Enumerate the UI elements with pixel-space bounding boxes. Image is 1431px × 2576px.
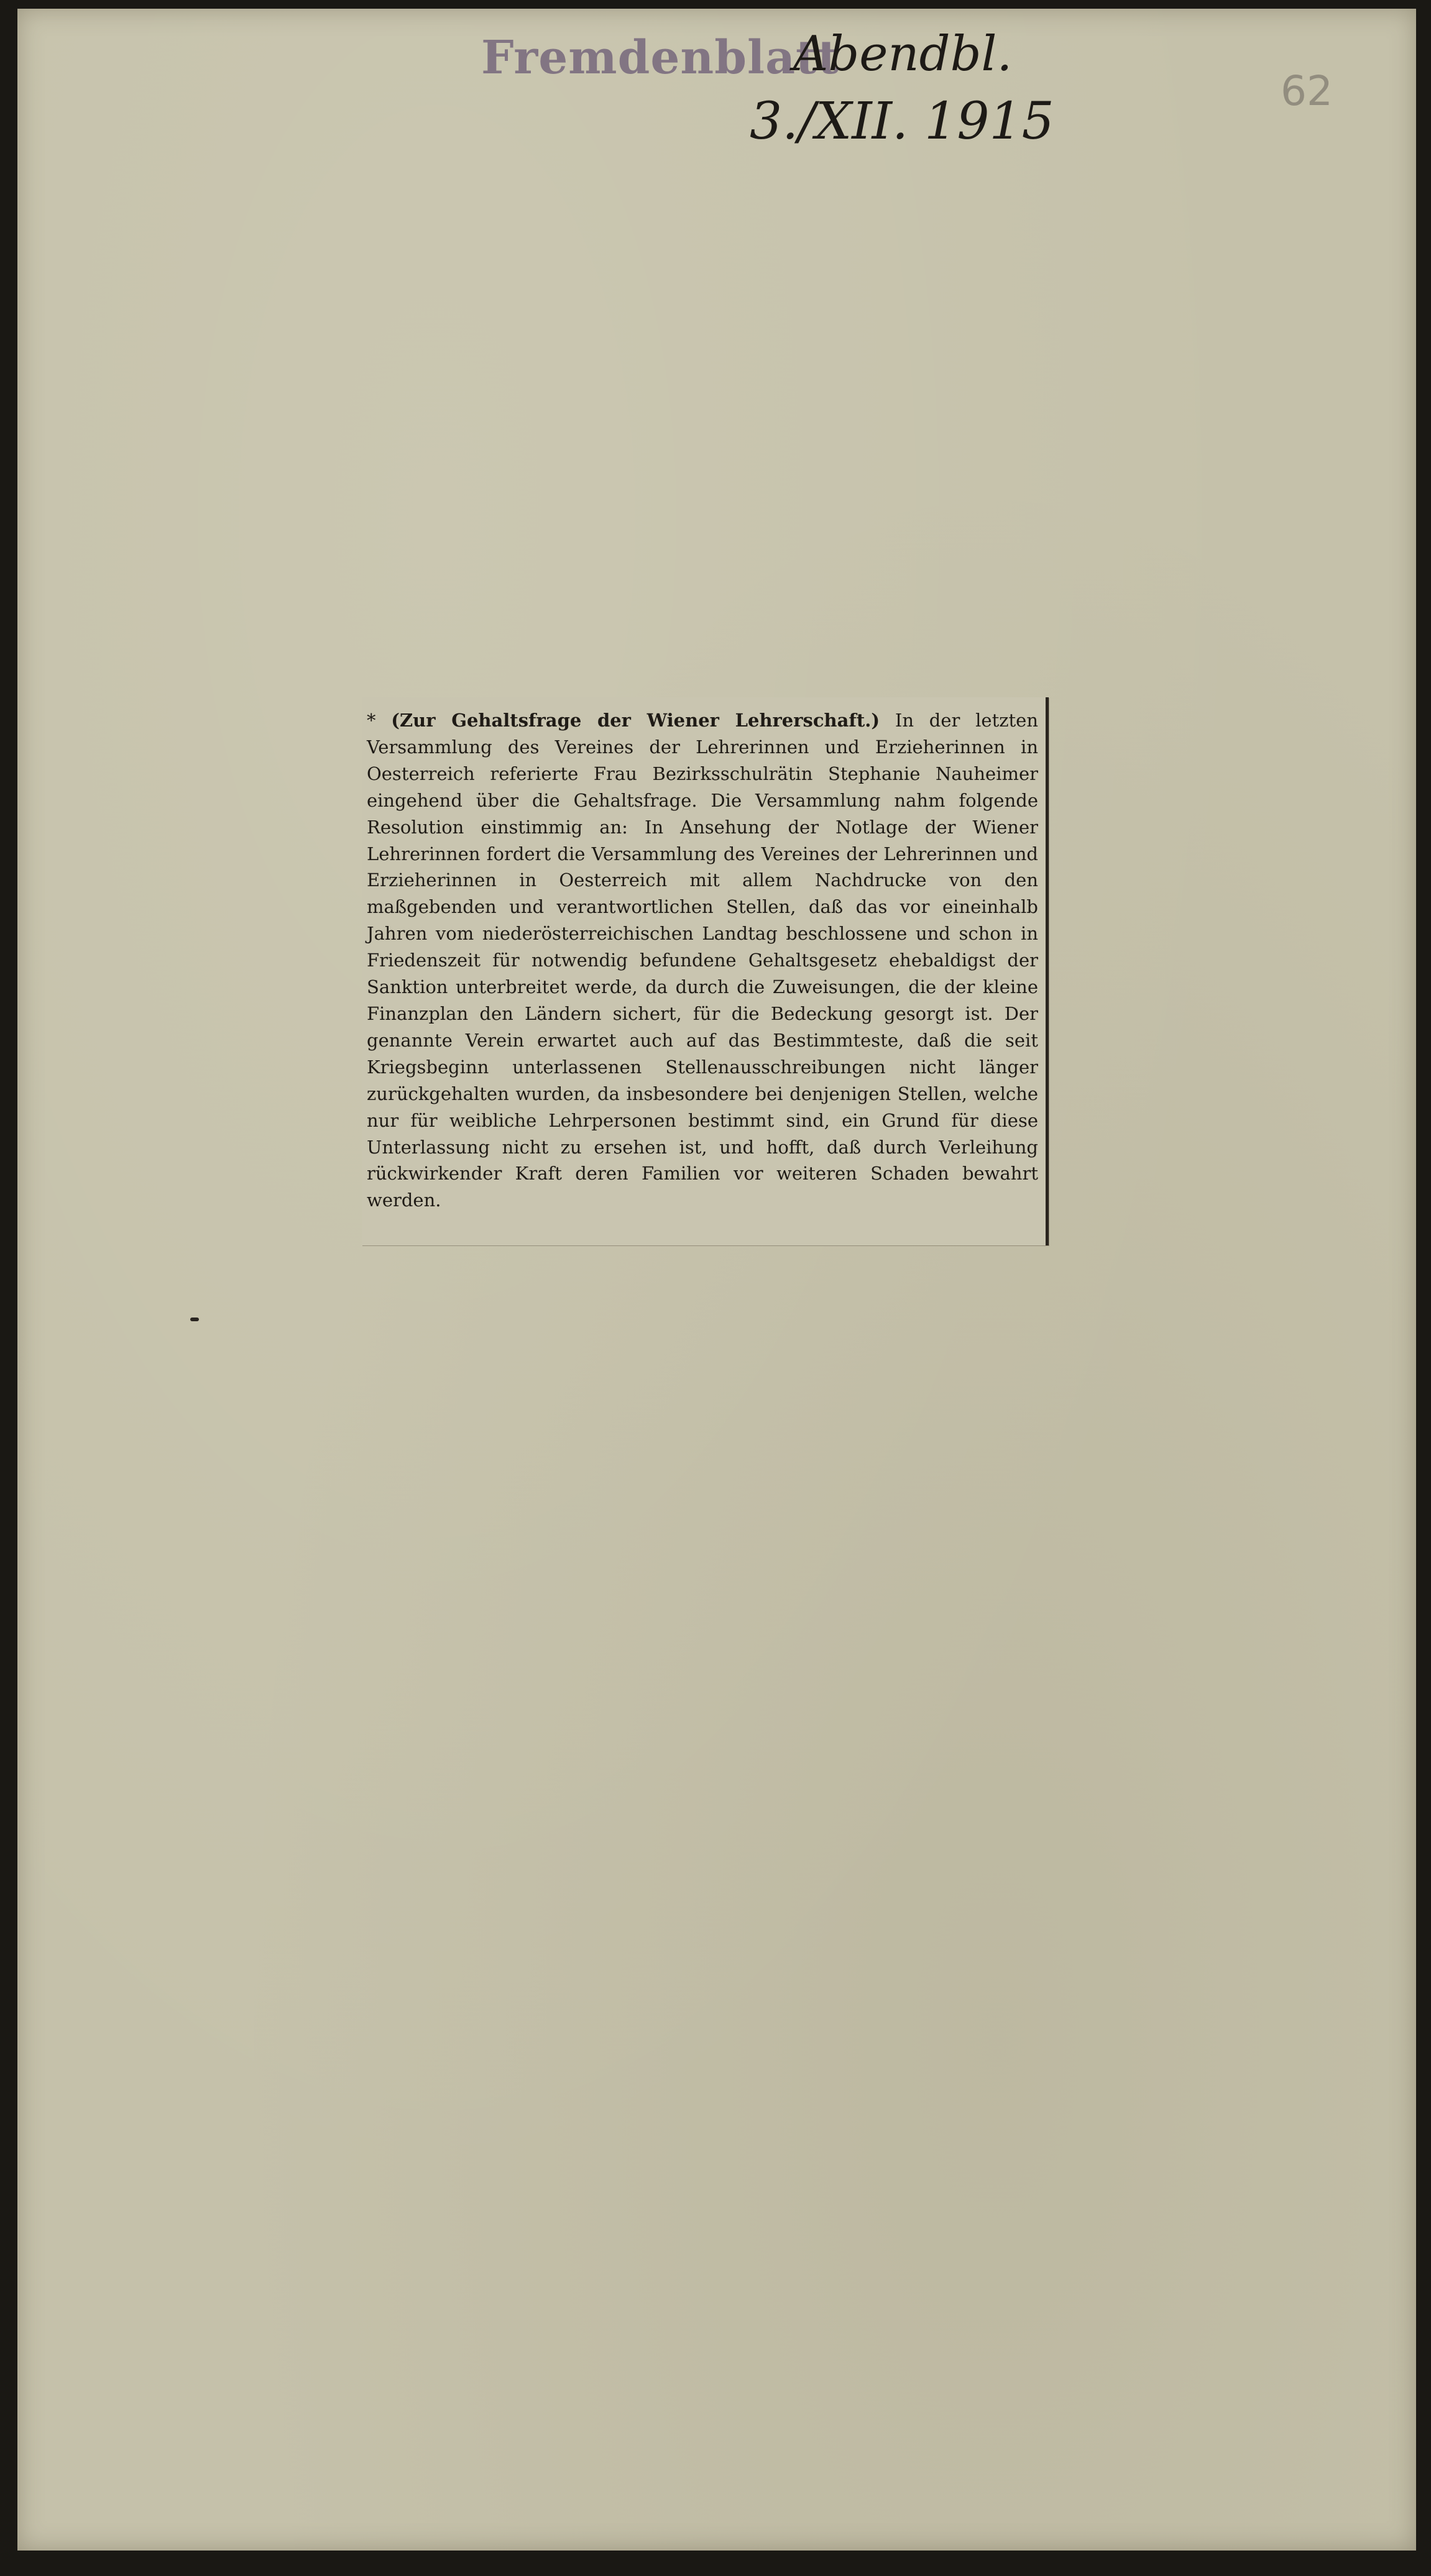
article-heading: (Zur Gehaltsfrage der Wiener Lehrerschaft.) [391, 710, 880, 731]
archival-sheet [17, 9, 1416, 2551]
handwritten-date: 3./XII. 1915 [750, 92, 1054, 151]
article-body: In der letzten Versammlung des Vereines der Lehrerinnen und Erzieherinnen in Oesterreich referierte Frau Bezirksschulrätin Stephanie Nauheimer eingehend über die Gehaltsfrage. Die Versammlung nahm folgende Resolution einstimmig an: In Ansehung der Notlage der Wiener Lehrerinnen fordert die Versammlung des Vereines der Lehrerinnen und Erzieherinnen in Oesterreich mit allem Nachdrucke von den maßgebenden und verantwortlichen Stellen, daß das vor eineinhalb Jahren vom niederösterreichischen Landtag beschlossene und schon in Friedenszeit für notwendig befundene Gehaltsgesetz ehebaldigst der Sanktion unterbreitet werde, da durch die Zuweisungen, die der kleine Finanzplan den Ländern sichert, für die Bedeckung gesorgt ist. Der genannte Verein erwartet auch auf das Bestimmteste, daß die seit Kriegsbeginn unterlassenen Stellenausschreibungen nicht länger zurückgehalten wurden, da insbesondere bei denjenigen Stellen, welche nur für weibliche Lehrpersonen bestimmt sind, ein Grund für diese Unterlassung nicht zu ersehen ist, und hofft, daß durch Verleihung rückwirkender Kraft deren Familien vor weiteren Schaden bewahrt werden. [367, 710, 1038, 1211]
newspaper-clipping [362, 697, 1049, 1245]
folio-number: 62 [1281, 67, 1333, 115]
paper-speck [190, 1318, 199, 1321]
newspaper-stamp: Fremdenblatt [481, 31, 840, 85]
clipping-paragraph [367, 707, 1038, 1214]
article-marker: * [367, 710, 376, 731]
handwritten-edition-note: Abendbl. [793, 26, 1013, 82]
